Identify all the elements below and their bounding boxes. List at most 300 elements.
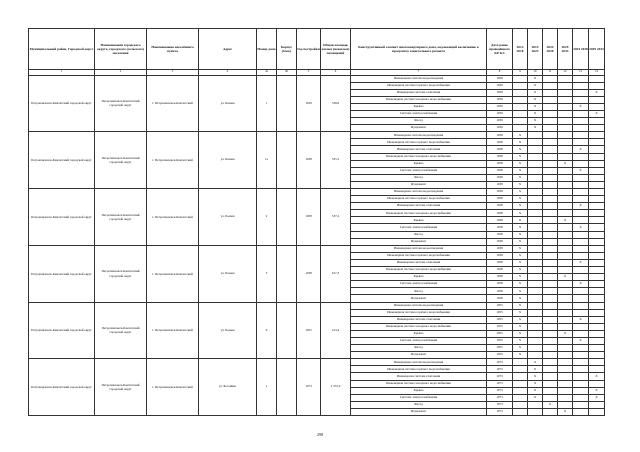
period-mark-cell <box>558 337 573 344</box>
last-repair-cell: 1938 <box>487 160 513 167</box>
period-mark-cell <box>528 160 543 167</box>
period-mark-cell <box>558 89 573 96</box>
element-cell: Инженерная система холодного водоснабжения <box>351 96 487 103</box>
col-number: 4 <box>199 70 257 76</box>
col-number: 10 <box>528 70 543 76</box>
last-repair-cell: 1938 <box>487 231 513 238</box>
period-mark-cell <box>558 252 573 259</box>
period-mark-cell: Х <box>513 295 528 302</box>
col-number: 4б <box>277 70 297 76</box>
page-number: 298 <box>317 432 323 437</box>
period-mark-cell: Х <box>513 167 528 174</box>
locality-cell: г. Петропавловск-Камчатский <box>147 75 199 132</box>
period-mark-cell <box>543 316 558 323</box>
period-mark-cell: Х <box>513 259 528 266</box>
period-mark-cell: Х <box>513 352 528 359</box>
period-mark-cell <box>558 174 573 181</box>
element-cell: Фундамент <box>351 295 487 302</box>
period-mark-cell <box>528 302 543 309</box>
period-mark-cell <box>543 231 558 238</box>
period-mark-cell <box>589 281 605 288</box>
element-cell: Инженерная система горячего водоснабжения <box>351 196 487 203</box>
period-mark-cell <box>528 146 543 153</box>
period-mark-cell <box>589 245 605 252</box>
header-period-4: 2029 2033 <box>558 29 573 70</box>
period-mark-cell <box>558 210 573 217</box>
period-mark-cell: Х <box>528 373 543 380</box>
period-mark-cell <box>558 110 573 117</box>
period-mark-cell <box>589 330 605 337</box>
block-cell <box>277 75 297 132</box>
period-mark-cell <box>528 189 543 196</box>
period-mark-cell <box>528 401 543 408</box>
period-mark-cell <box>528 259 543 266</box>
period-mark-cell: Х <box>573 103 589 110</box>
period-mark-cell <box>573 110 589 117</box>
period-mark-cell <box>543 380 558 387</box>
period-mark-cell <box>558 181 573 188</box>
locality-cell: г. Петропавловск-Камчатский <box>147 132 199 189</box>
element-cell: Крыша <box>351 387 487 394</box>
last-repair-cell: 1938 <box>487 210 513 217</box>
period-mark-cell: Х <box>528 96 543 103</box>
period-mark-cell <box>589 217 605 224</box>
element-cell: Инженерная система водоотведения <box>351 132 487 139</box>
period-mark-cell <box>573 125 589 132</box>
period-mark-cell <box>558 366 573 373</box>
element-cell: Инженерная система водоотведения <box>351 359 487 366</box>
period-mark-cell <box>573 288 589 295</box>
period-mark-cell <box>558 267 573 274</box>
header-house: Номер дома <box>257 29 277 70</box>
col-number: 6 <box>321 70 351 76</box>
element-cell: Инженерная система отопления <box>351 373 487 380</box>
period-mark-cell <box>589 196 605 203</box>
settlement-cell: Петропавловск-Камчатский городской округ <box>95 245 147 302</box>
period-mark-cell <box>558 295 573 302</box>
address-cell: ул. Боевая <box>199 132 257 189</box>
last-repair-cell: 1955 <box>487 309 513 316</box>
period-mark-cell <box>543 345 558 352</box>
period-mark-cell: Х <box>513 337 528 344</box>
period-mark-cell <box>589 153 605 160</box>
period-mark-cell <box>543 302 558 309</box>
settlement-cell: Петропавловск-Камчатский городской округ <box>95 75 147 132</box>
period-mark-cell <box>543 281 558 288</box>
period-mark-cell <box>573 181 589 188</box>
period-mark-cell <box>573 217 589 224</box>
col-number: 9 <box>513 70 528 76</box>
last-repair-cell: 1973 <box>487 380 513 387</box>
element-cell: Инженерная система водоотведения <box>351 302 487 309</box>
period-mark-cell <box>543 82 558 89</box>
last-repair-cell: 1973 <box>487 394 513 401</box>
period-mark-cell <box>558 394 573 401</box>
period-mark-cell <box>543 224 558 231</box>
last-repair-cell: 1938 <box>487 174 513 181</box>
period-mark-cell <box>528 231 543 238</box>
settlement-cell: Петропавловск-Камчатский городской округ <box>95 132 147 189</box>
last-repair-cell: 1938 <box>487 153 513 160</box>
period-mark-cell <box>543 252 558 259</box>
period-mark-cell <box>543 330 558 337</box>
period-mark-cell <box>573 245 589 252</box>
period-mark-cell <box>543 337 558 344</box>
element-cell: Инженерная система холодного водоснабжения <box>351 210 487 217</box>
period-mark-cell <box>528 274 543 281</box>
last-repair-cell: 1955 <box>487 330 513 337</box>
header-locality: Наименование населённого пункта <box>147 29 199 70</box>
period-mark-cell <box>543 167 558 174</box>
period-mark-cell <box>573 132 589 139</box>
element-cell: Крыша <box>351 330 487 337</box>
period-mark-cell: Х <box>558 160 573 167</box>
period-mark-cell <box>573 267 589 274</box>
header-year: Год постройки <box>297 29 321 70</box>
element-cell: Фундамент <box>351 181 487 188</box>
last-repair-cell: 1955 <box>487 337 513 344</box>
last-repair-cell: 1938 <box>487 224 513 231</box>
period-mark-cell <box>573 89 589 96</box>
period-mark-cell: Х <box>513 302 528 309</box>
period-mark-cell <box>558 139 573 146</box>
period-mark-cell <box>528 316 543 323</box>
period-mark-cell: Х <box>513 189 528 196</box>
year-built-cell: 1955 <box>297 302 321 359</box>
house-number-cell: 3 <box>257 245 277 302</box>
period-mark-cell <box>573 238 589 245</box>
period-mark-cell <box>589 323 605 330</box>
period-mark-cell <box>573 401 589 408</box>
period-mark-cell <box>543 210 558 217</box>
period-mark-cell <box>513 96 528 103</box>
period-mark-cell <box>543 203 558 210</box>
period-mark-cell: Х <box>528 366 543 373</box>
block-cell <box>277 302 297 359</box>
table-row <box>29 75 605 82</box>
period-mark-cell <box>573 252 589 259</box>
house-number-cell: 2 <box>257 189 277 246</box>
period-mark-cell <box>573 408 589 415</box>
period-mark-cell <box>513 408 528 415</box>
period-mark-cell <box>589 231 605 238</box>
period-mark-cell <box>513 118 528 125</box>
period-mark-cell <box>558 82 573 89</box>
last-repair-cell: 1938 <box>487 203 513 210</box>
year-built-cell: 1938 <box>297 245 321 302</box>
period-mark-cell <box>543 196 558 203</box>
year-built-cell: 1938 <box>297 132 321 189</box>
period-mark-cell: Х <box>528 103 543 110</box>
element-cell: Фасад <box>351 118 487 125</box>
period-mark-cell: Х <box>543 401 558 408</box>
period-mark-cell: Х <box>513 203 528 210</box>
last-repair-cell: 1955 <box>487 352 513 359</box>
period-mark-cell <box>528 139 543 146</box>
last-repair-cell: 1973 <box>487 401 513 408</box>
address-cell: ул. Боевая <box>199 189 257 246</box>
period-mark-cell <box>573 330 589 337</box>
element-cell: Инженерная система холодного водоснабжения <box>351 323 487 330</box>
col-number: 3 <box>147 70 199 76</box>
block-cell <box>277 132 297 189</box>
block-cell <box>277 359 297 416</box>
last-repair-cell: 1939 <box>487 125 513 132</box>
element-cell: Инженерная система холодного водоснабжения <box>351 380 487 387</box>
period-mark-cell <box>589 316 605 323</box>
period-mark-cell: Х <box>589 110 605 117</box>
period-mark-cell <box>558 352 573 359</box>
district-cell: Петропавловск-Камчатский городской округ <box>29 75 95 132</box>
element-cell: Фасад <box>351 231 487 238</box>
period-mark-cell <box>543 295 558 302</box>
element-cell: Система электроснабжения <box>351 224 487 231</box>
last-repair-cell: 1938 <box>487 146 513 153</box>
element-cell: Инженерная система водоотведения <box>351 189 487 196</box>
last-repair-cell: 1938 <box>487 217 513 224</box>
period-mark-cell <box>528 295 543 302</box>
period-mark-cell <box>528 217 543 224</box>
col-number: 12 <box>558 70 573 76</box>
last-repair-cell: 1938 <box>487 295 513 302</box>
period-mark-cell <box>573 75 589 82</box>
period-mark-cell <box>528 203 543 210</box>
period-mark-cell <box>528 167 543 174</box>
col-number: 7 <box>351 70 487 76</box>
period-mark-cell <box>528 181 543 188</box>
header-last-repair: Дата ранее проведённого КР КЭ <box>487 29 513 70</box>
period-mark-cell <box>573 174 589 181</box>
period-mark-cell: Х <box>573 146 589 153</box>
last-repair-cell: 1938 <box>487 238 513 245</box>
last-repair-cell: 1938 <box>487 181 513 188</box>
period-mark-cell: Х <box>589 89 605 96</box>
period-mark-cell <box>558 345 573 352</box>
element-cell: Инженерная система горячего водоснабжения <box>351 139 487 146</box>
period-mark-cell <box>589 380 605 387</box>
table-row <box>29 132 605 139</box>
period-mark-cell: Х <box>528 89 543 96</box>
period-mark-cell <box>573 345 589 352</box>
period-mark-cell: Х <box>513 231 528 238</box>
period-mark-cell <box>589 302 605 309</box>
period-mark-cell <box>589 210 605 217</box>
period-mark-cell: Х <box>528 394 543 401</box>
period-mark-cell <box>543 181 558 188</box>
period-mark-cell <box>558 323 573 330</box>
period-mark-cell <box>543 139 558 146</box>
period-mark-cell <box>589 408 605 415</box>
period-mark-cell <box>589 267 605 274</box>
element-cell: Система электроснабжения <box>351 337 487 344</box>
address-cell: ул. Боевая <box>199 302 257 359</box>
period-mark-cell <box>573 139 589 146</box>
period-mark-cell <box>528 267 543 274</box>
last-repair-cell: 1938 <box>487 274 513 281</box>
period-mark-cell <box>589 238 605 245</box>
period-mark-cell <box>558 231 573 238</box>
period-mark-cell <box>589 189 605 196</box>
period-mark-cell <box>589 75 605 82</box>
period-mark-cell: Х <box>573 203 589 210</box>
period-mark-cell <box>573 295 589 302</box>
col-number: 13 <box>573 70 589 76</box>
period-mark-cell: Х <box>513 217 528 224</box>
period-mark-cell <box>589 224 605 231</box>
year-built-cell: 1939 <box>297 75 321 132</box>
district-cell: Петропавловск-Камчатский городской округ <box>29 359 95 416</box>
element-cell: Система электроснабжения <box>351 110 487 117</box>
period-mark-cell <box>528 281 543 288</box>
col-number: 5 <box>297 70 321 76</box>
period-mark-cell <box>558 153 573 160</box>
element-cell: Система электроснабжения <box>351 394 487 401</box>
period-mark-cell <box>573 302 589 309</box>
period-mark-cell <box>543 274 558 281</box>
element-cell: Фасад <box>351 288 487 295</box>
period-mark-cell <box>558 245 573 252</box>
period-mark-cell <box>543 267 558 274</box>
period-mark-cell <box>558 309 573 316</box>
period-mark-cell <box>589 345 605 352</box>
period-mark-cell <box>589 274 605 281</box>
last-repair-cell: 1973 <box>487 373 513 380</box>
header-period-3: 2024 2028 <box>543 29 558 70</box>
period-mark-cell <box>573 153 589 160</box>
area-cell: 537,2 <box>321 189 351 246</box>
last-repair-cell: 1973 <box>487 359 513 366</box>
period-mark-cell <box>573 309 589 316</box>
period-mark-cell: Х <box>513 245 528 252</box>
period-mark-cell <box>543 125 558 132</box>
col-number: 2 <box>95 70 147 76</box>
col-number: 4а <box>257 70 277 76</box>
header-area: Общая площадь жилых (нежилых) помещений <box>321 29 351 70</box>
period-mark-cell <box>589 139 605 146</box>
last-repair-cell: 1973 <box>487 366 513 373</box>
last-repair-cell: 1939 <box>487 96 513 103</box>
locality-cell: г. Петропавловск-Камчатский <box>147 245 199 302</box>
header-period-6: 2039 2043 <box>589 29 605 70</box>
district-cell: Петропавловск-Камчатский городской округ <box>29 302 95 359</box>
period-mark-cell: Х <box>528 110 543 117</box>
col-number: 11 <box>543 70 558 76</box>
period-mark-cell: Х <box>513 181 528 188</box>
period-mark-cell <box>573 210 589 217</box>
locality-cell: г. Петропавловск-Камчатский <box>147 302 199 359</box>
period-mark-cell: Х <box>513 288 528 295</box>
header-district: Муниципальный район, Городской округ <box>29 29 95 70</box>
last-repair-cell: 1939 <box>487 103 513 110</box>
period-mark-cell <box>543 387 558 394</box>
period-mark-cell <box>543 245 558 252</box>
period-mark-cell <box>513 366 528 373</box>
col-number: 1 <box>29 70 95 76</box>
period-mark-cell: Х <box>573 316 589 323</box>
period-mark-cell <box>589 295 605 302</box>
period-mark-cell <box>573 323 589 330</box>
period-mark-cell <box>558 373 573 380</box>
last-repair-cell: 1955 <box>487 316 513 323</box>
period-mark-cell <box>589 82 605 89</box>
period-mark-cell <box>528 174 543 181</box>
period-mark-cell <box>543 352 558 359</box>
period-mark-cell <box>573 352 589 359</box>
element-cell: Инженерная система горячего водоснабжения <box>351 309 487 316</box>
period-mark-cell <box>589 366 605 373</box>
table-row <box>29 189 605 196</box>
period-mark-cell: Х <box>573 337 589 344</box>
period-mark-cell <box>589 103 605 110</box>
period-mark-cell <box>589 259 605 266</box>
period-mark-cell: Х <box>528 125 543 132</box>
last-repair-cell: 1939 <box>487 82 513 89</box>
last-repair-cell: 1938 <box>487 196 513 203</box>
period-mark-cell <box>558 316 573 323</box>
period-mark-cell <box>573 196 589 203</box>
period-mark-cell <box>558 387 573 394</box>
area-cell: 535,3 <box>321 132 351 189</box>
col-number: 8 <box>487 70 513 76</box>
period-mark-cell <box>528 352 543 359</box>
last-repair-cell: 1939 <box>487 89 513 96</box>
area-cell: 617,3 <box>321 245 351 302</box>
period-mark-cell: Х <box>513 252 528 259</box>
period-mark-cell <box>558 380 573 387</box>
district-cell: Петропавловск-Камчатский городской округ <box>29 245 95 302</box>
period-mark-cell <box>558 103 573 110</box>
table-row <box>29 359 605 366</box>
period-mark-cell <box>558 281 573 288</box>
period-mark-cell <box>543 366 558 373</box>
period-mark-cell <box>558 189 573 196</box>
last-repair-cell: 1938 <box>487 259 513 266</box>
period-mark-cell <box>558 132 573 139</box>
period-mark-cell <box>513 359 528 366</box>
period-mark-cell <box>543 174 558 181</box>
period-mark-cell <box>589 252 605 259</box>
element-cell: Инженерная система горячего водоснабжения <box>351 252 487 259</box>
last-repair-cell: 1973 <box>487 387 513 394</box>
table-row <box>29 245 605 252</box>
period-mark-cell <box>528 337 543 344</box>
period-mark-cell: Х <box>513 345 528 352</box>
address-cell: ул. Боевая <box>199 245 257 302</box>
house-number-cell: 1а <box>257 132 277 189</box>
period-mark-cell <box>513 380 528 387</box>
element-cell: Инженерная система горячего водоснабжения <box>351 82 487 89</box>
period-mark-cell: Х <box>558 274 573 281</box>
period-mark-cell <box>573 82 589 89</box>
period-mark-cell <box>589 174 605 181</box>
period-mark-cell: Х <box>513 132 528 139</box>
period-mark-cell <box>543 217 558 224</box>
element-cell: Инженерная система отопления <box>351 89 487 96</box>
period-mark-cell <box>543 75 558 82</box>
period-mark-cell <box>589 309 605 316</box>
last-repair-cell: 1938 <box>487 139 513 146</box>
last-repair-cell: 1939 <box>487 118 513 125</box>
period-mark-cell <box>558 238 573 245</box>
period-mark-cell: Х <box>558 408 573 415</box>
period-mark-cell <box>589 96 605 103</box>
period-mark-cell <box>543 103 558 110</box>
settlement-cell: Петропавловск-Камчатский городской округ <box>95 302 147 359</box>
period-mark-cell <box>589 125 605 132</box>
period-mark-cell <box>558 167 573 174</box>
area-cell: 413,4 <box>321 302 351 359</box>
last-repair-cell: 1955 <box>487 302 513 309</box>
